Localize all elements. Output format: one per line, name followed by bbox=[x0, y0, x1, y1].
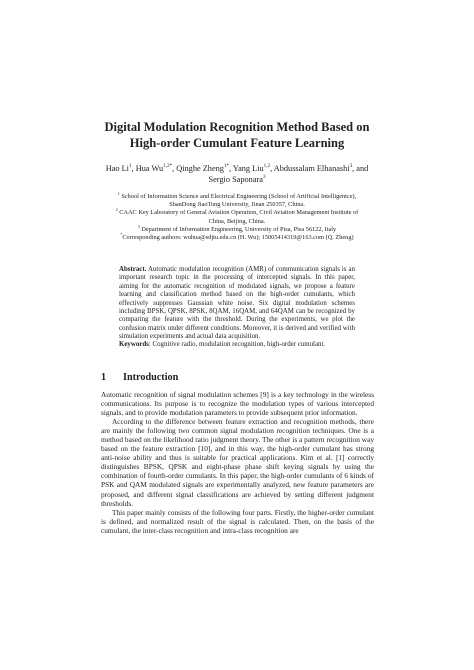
section-number: 1 bbox=[101, 372, 107, 383]
body-text bbox=[101, 390, 374, 535]
affiliations bbox=[108, 193, 366, 242]
paragraph: Automatic recognition of signal modulation schemes [9] is a key technology in the wireless communications. Its purpose is to recognize the modulation types of various intercepted signals, and to provide modulation parameters to provide subsequent prior information. bbox=[101, 390, 374, 418]
paper-title: Digital Modulation Recognition Method Based on High-order Cumulant Feature Learning bbox=[104, 120, 370, 150]
paragraph: According to the difference between feature extraction and recognition methods, there are mainly the following two common signal modulation recognition techniques. One is a method based on the likelihood ratio judgment theory. The other is a pattern recognition way based on the feature extraction [10], and in this way, the high-order cumulant has strong anti-noise ability and thus is suitable for practical applications. Kim et al. [1] correctly distinguishes BPSK, QPSK and eight-phase phase shift keying signals by using the combination of fourth-order cumulants. In this paper, the high-order cumulants of 6 kinds of PSK and QAM modulated signals are experimentally analyzed, new feature parameters are proposed, and different signal classifications are achieved by setting different judgment thresholds. bbox=[101, 417, 374, 508]
affiliation: $^2$ CAAC Key Laboratory of General Aviation Operation, Civil Aviation Management Institute of China, Beijing, China. bbox=[115, 208, 359, 225]
keywords bbox=[119, 341, 355, 349]
affiliation: $^3$ Department of Information Engineering, University of Pisa, Pisa 56122, Italy bbox=[137, 224, 337, 233]
abstract bbox=[119, 266, 355, 342]
author: Sergio Saponara$^3$ bbox=[208, 174, 266, 184]
author: Hua $Wu^{1,2*}$ bbox=[135, 163, 173, 173]
section-title: Introduction bbox=[123, 372, 179, 383]
keywords-label: Keywords bbox=[119, 341, 149, 348]
author: Qinghe Zheng$^{1*}$ bbox=[176, 163, 230, 173]
paragraph: This paper mainly consists of the following four parts. Firstly, the higher-order cumulant is defined, and normalized result of the signal is calculated. Then, on the basis of the cumulant, the inter-class recognition and intra-class recognition are bbox=[101, 507, 374, 535]
affiliation: $^1$ School of Information Science and Electrical Engineering (School of Artificial Intelligentce), ShanDong JiaoTong University, Jinan 250357, China. bbox=[117, 191, 357, 209]
keywords-text: : Cognitive radio, modulation recognition, high-order cumulant. bbox=[148, 341, 326, 348]
abstract-label: Abstract. bbox=[119, 266, 147, 273]
corresponding-authors: *Corresponding authors: wuhua@sdjtu.edu.cn (H. Wu); 15005414319@163.com (Q. Zheng) bbox=[120, 232, 354, 242]
author: Abdussalam Elhanashi$^3$ bbox=[273, 163, 353, 173]
section-heading bbox=[101, 372, 178, 383]
author-list: Hao Li$^1$, Hua $Wu^{1,2*}$, Qinghe Zheng$^{1*}$, Yang Liu$^{1,2}$, Abdussalam Elhanashi$^3$, and Sergio Saponara$^3$ bbox=[105, 163, 369, 184]
author: Yang Liu$^{1,2}$ bbox=[232, 163, 271, 173]
abstract-text: Automatic modulation recognition (AMR) of communication signals is an important research topic in the processing of intercepted signals. In this paper, aiming for the automatic recognition of modulated signals, we propose a feature learning and classification method based on the high-order cumulants, which effectively suppresses Gaussian white noise. Six digital modulation schemes including BPSK, QPSK, 8PSK, 8QAM, 16QAM, and 64QAM can be recognized by comparing the feature with the threshold. During the experiments, we plot the confusion matrix under different conditions. Moreover, it is derived and verified with simulation experiments and actual data acquisition. bbox=[119, 266, 355, 341]
author: Hao Li$^1$ bbox=[105, 163, 132, 173]
